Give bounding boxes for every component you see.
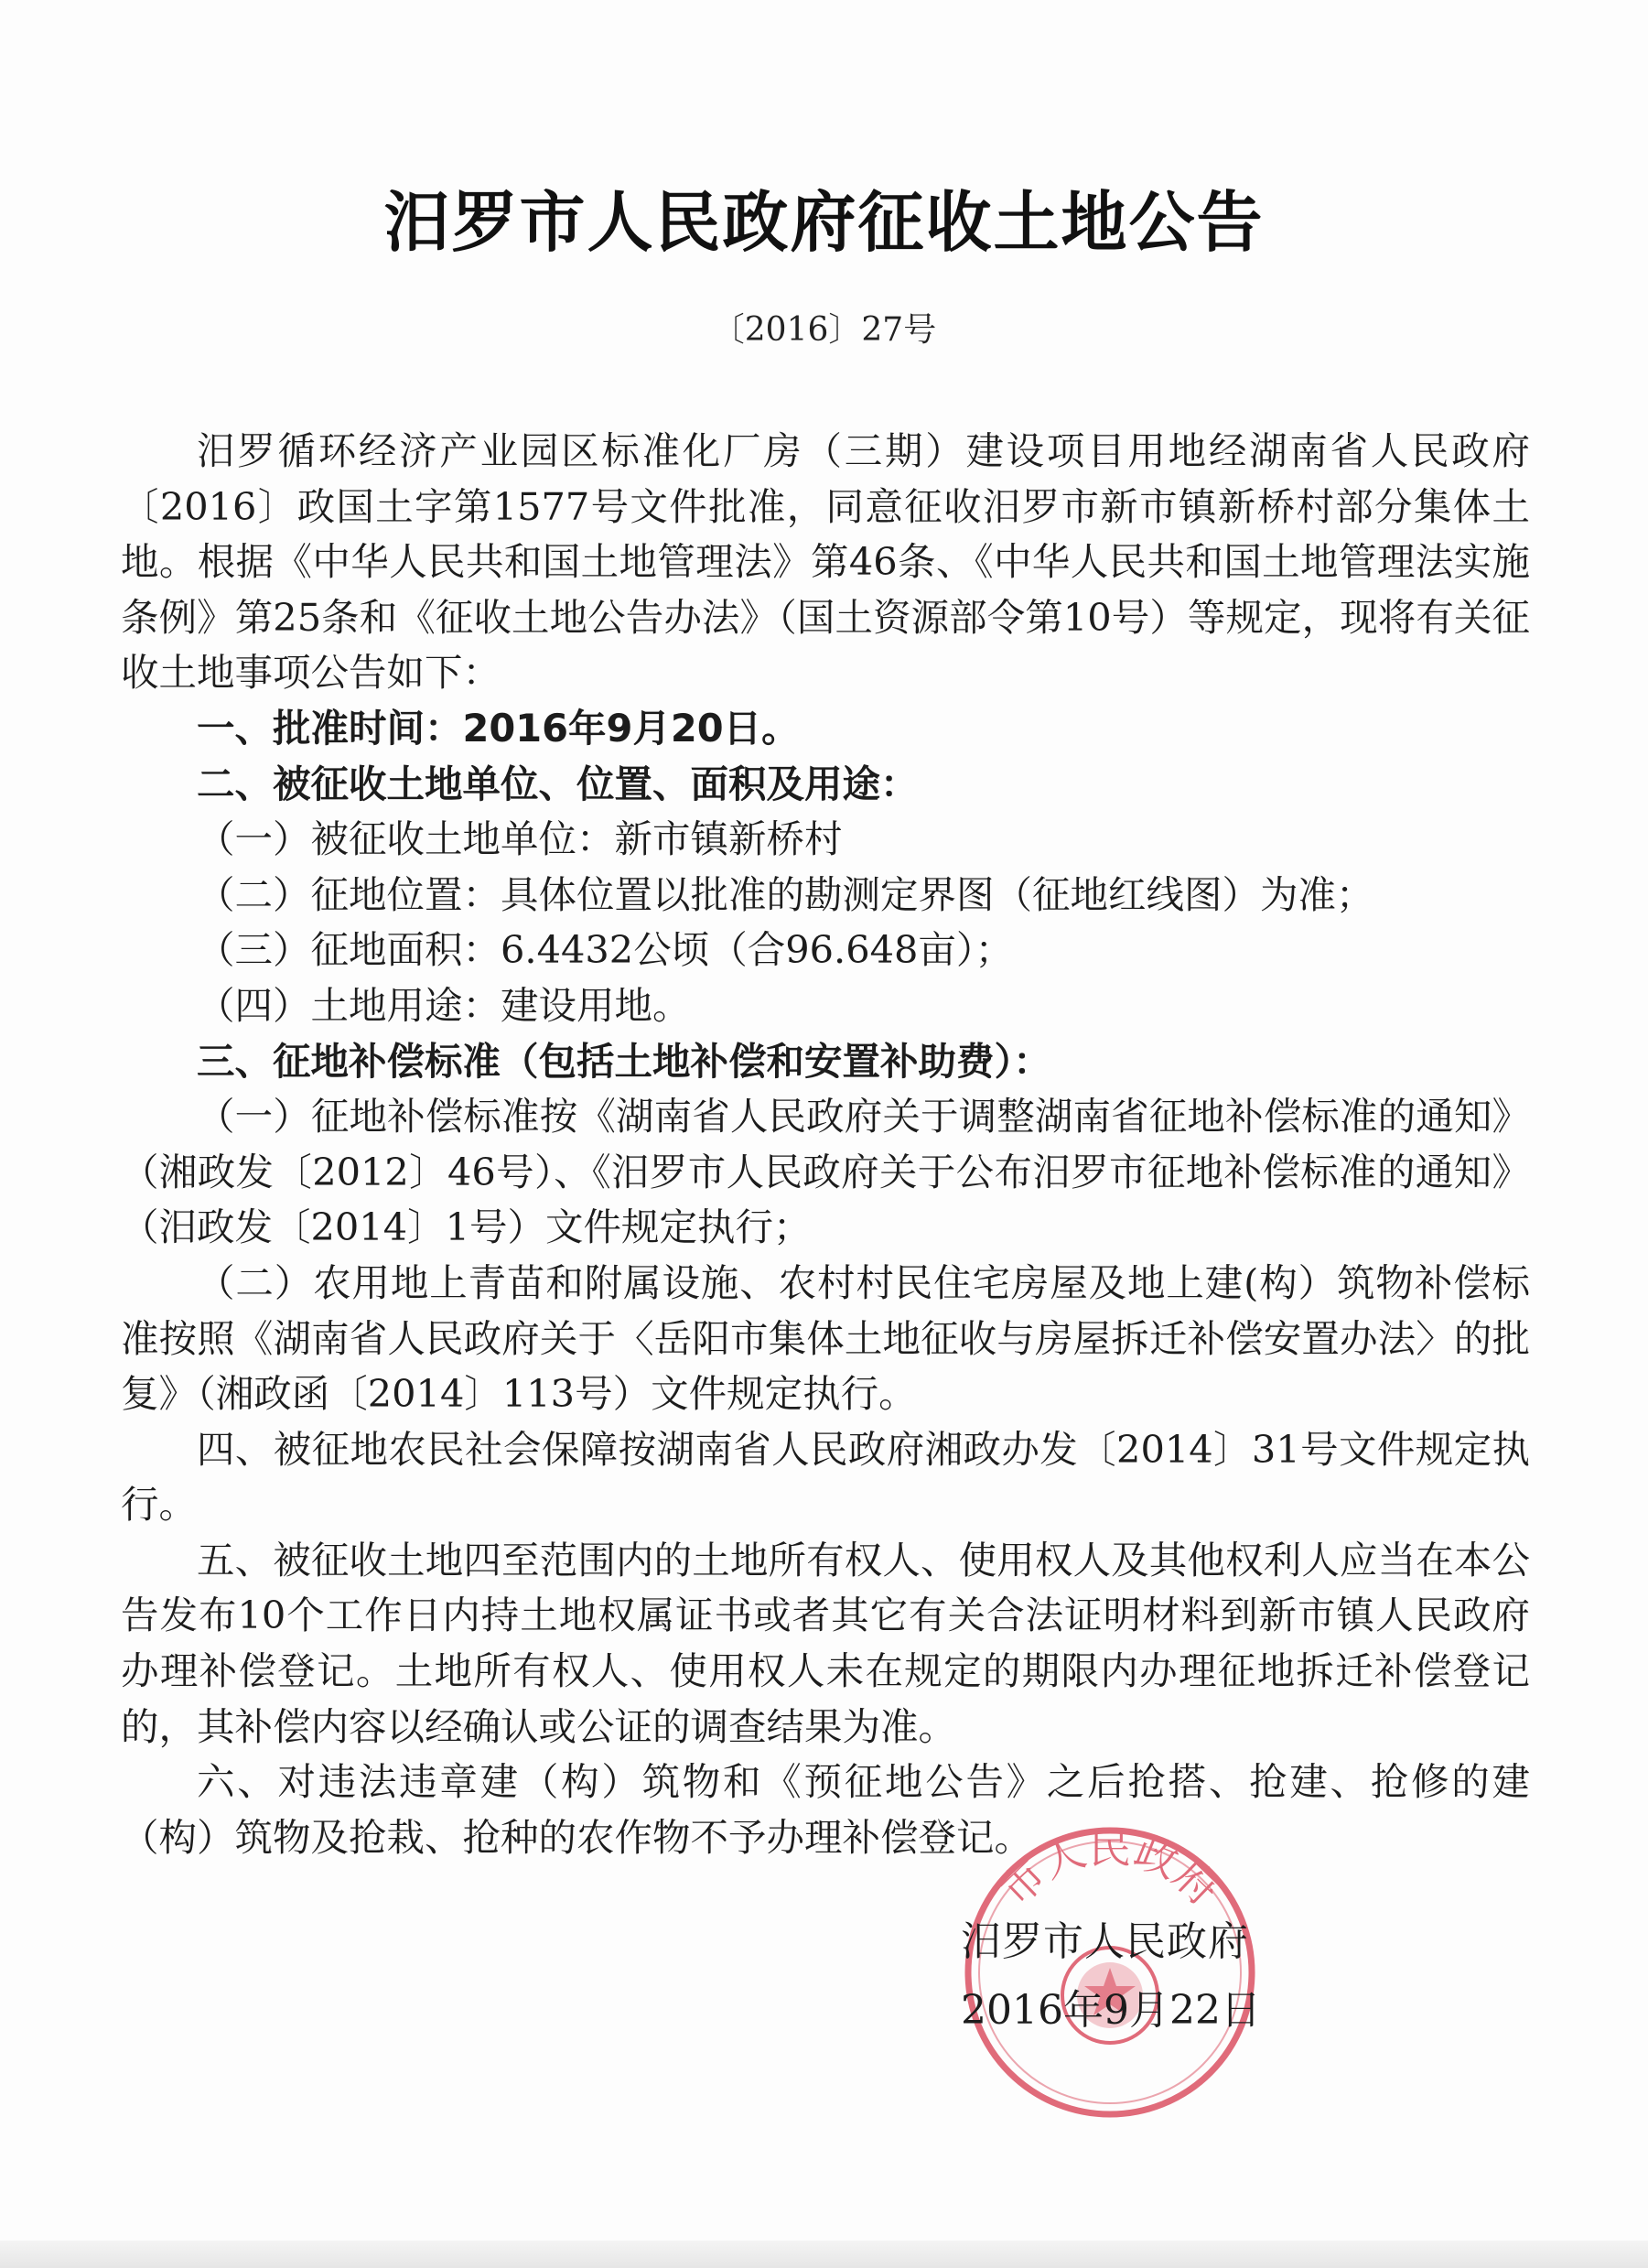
seal-text: 市人民政府	[991, 1823, 1229, 1916]
document-body	[121, 424, 1530, 1865]
section-2-item-4: （四）土地用途：建设用地。	[197, 982, 691, 1028]
document-number: 〔2016〕27号	[711, 311, 937, 349]
section-2-item-3: （三）征地面积：6.4432公顷（合96.648亩）；	[197, 927, 1014, 973]
section-5-paragraph: 五、被征收土地四至范围内的土地所有权人、使用权人及其他权利人应当在本公告发布10个工作日内持土地权属证书或者其它有关合法证明材料到新市镇人民政府办理补偿登记。土地所有权人、使用权人未在规定的期限内办理征地拆迁补偿登记的，其补偿内容以经确认或公证的调查结果为准。	[121, 1537, 1530, 1749]
official-seal	[959, 1821, 1261, 2123]
section-3-item-1: （一）征地补偿标准按《湖南省人民政府关于调整湖南省征地补偿标准的通知》（湘政发〔2012〕46号）、《汨罗市人民政府关于公布汨罗市征地补偿标准的通知》（汨政发〔2014〕1号）文件规定执行；	[121, 1094, 1530, 1250]
signature-date: 2016年9月22日	[961, 1987, 1261, 2034]
document-title: 汨罗市人民政府征收土地公告	[383, 184, 1265, 261]
section-3-item-2: （二）农用地上青苗和附属设施、农村村民住宅房屋及地上建(构）筑物补偿标准按照《湖南省人民政府关于〈岳阳市集体土地征收与房屋拆迁补偿安置办法〉的批复》（湘政函〔2014〕113号）文件规定执行。	[121, 1259, 1530, 1417]
section-2-item-2: （二）征地位置：具体位置以批准的勘测定界图（征地红线图）为准；	[197, 871, 1374, 917]
section-4-paragraph: 四、被征地农民社会保障按湖南省人民政府湘政办发〔2014〕31号文件规定执行。	[121, 1426, 1530, 1528]
intro-paragraph: 汨罗循环经济产业园区标准化厂房（三期）建设项目用地经湖南省人民政府〔2016〕政国土字第1577号文件批准，同意征收汨罗市新市镇新桥村部分集体土地。根据《中华人民共和国土地管理法》第46条、《中华人民共和国土地管理法实施条例》第25条和《征收土地公告办法》（国土资源部令第10号）等规定，现将有关征收土地事项公告如下：	[121, 428, 1530, 696]
section-3-heading: 三、征地补偿标准（包括土地补偿和安置补助费）：	[197, 1038, 1051, 1084]
section-2-heading: 二、被征收土地单位、位置、面积及用途：	[197, 761, 919, 806]
signature-organization: 汨罗市人民政府	[961, 1918, 1249, 1965]
section-2-item-1: （一）被征收土地单位：新市镇新桥村	[197, 816, 843, 862]
section-1-approval-time: 一、批准时间：2016年9月20日。	[197, 705, 800, 751]
scan-bottom-edge	[0, 2241, 1648, 2268]
section-6-paragraph: 六、对违法违章建（构）筑物和《预征地公告》之后抢搭、抢建、抢修的建（构）筑物及抢栽、抢种的农作物不予办理补偿登记。	[121, 1759, 1530, 1860]
